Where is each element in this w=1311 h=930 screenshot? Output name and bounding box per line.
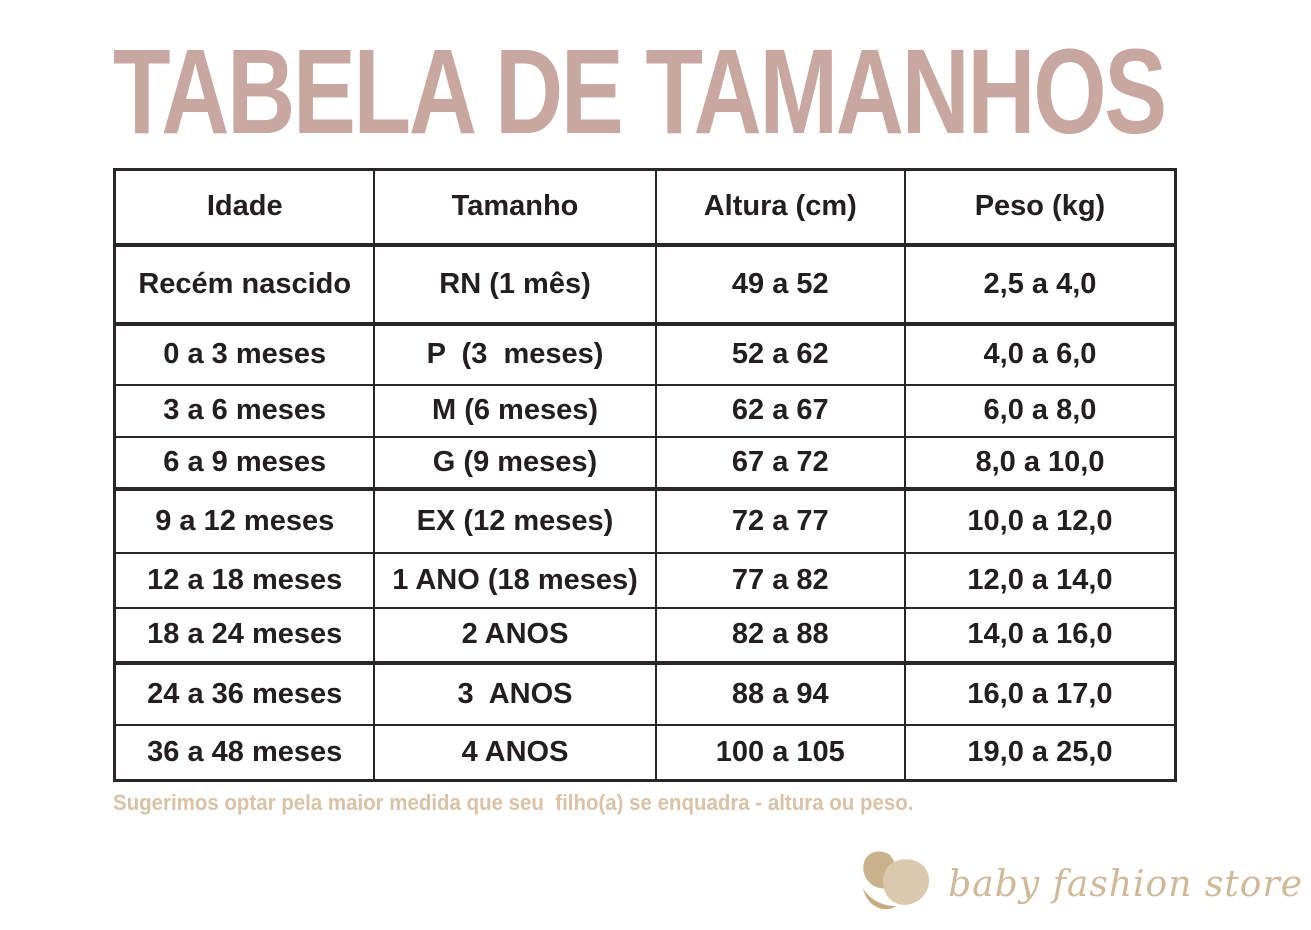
cell-altura: 52 a 62 — [656, 324, 905, 385]
cell-peso: 4,0 a 6,0 — [905, 324, 1176, 385]
cell-altura: 82 a 88 — [656, 608, 905, 663]
butterfly-icon — [856, 846, 940, 922]
cell-altura: 72 a 77 — [656, 489, 905, 553]
cell-tamanho: M (6 meses) — [374, 385, 655, 437]
cell-idade: Recém nascido — [115, 245, 375, 324]
cell-idade: 6 a 9 meses — [115, 437, 375, 489]
cell-idade: 0 a 3 meses — [115, 324, 375, 385]
cell-tamanho: 4 ANOS — [374, 725, 655, 781]
cell-peso: 14,0 a 16,0 — [905, 608, 1176, 663]
cell-peso: 12,0 a 14,0 — [905, 553, 1176, 608]
cell-tamanho: 3 ANOS — [374, 663, 655, 725]
cell-tamanho: 1 ANO (18 meses) — [374, 553, 655, 608]
footer-note: Sugerimos optar pela maior medida que seu filho(a) se enquadra - altura ou peso. — [113, 790, 914, 815]
cell-peso: 8,0 a 10,0 — [905, 437, 1176, 489]
page-title: TABELA DE TAMANHOS — [113, 23, 1165, 159]
cell-tamanho: G (9 meses) — [374, 437, 655, 489]
cell-idade: 24 a 36 meses — [115, 663, 375, 725]
table-row — [115, 245, 1176, 324]
cell-peso: 10,0 a 12,0 — [905, 489, 1176, 553]
cell-idade: 3 a 6 meses — [115, 385, 375, 437]
table-row — [115, 663, 1176, 725]
table-row — [115, 553, 1176, 608]
column-header-peso: Peso (kg) — [905, 170, 1176, 245]
cell-altura: 49 a 52 — [656, 245, 905, 324]
column-header-altura: Altura (cm) — [656, 170, 905, 245]
cell-altura: 88 a 94 — [656, 663, 905, 725]
table-row — [115, 385, 1176, 437]
cell-peso: 19,0 a 25,0 — [905, 725, 1176, 781]
table-header-row — [115, 170, 1176, 245]
cell-altura: 77 a 82 — [656, 553, 905, 608]
cell-tamanho: 2 ANOS — [374, 608, 655, 663]
column-header-tamanho: Tamanho — [374, 170, 655, 245]
cell-tamanho: RN (1 mês) — [374, 245, 655, 324]
cell-idade: 12 a 18 meses — [115, 553, 375, 608]
cell-peso: 16,0 a 17,0 — [905, 663, 1176, 725]
cell-altura: 62 a 67 — [656, 385, 905, 437]
cell-altura: 67 a 72 — [656, 437, 905, 489]
cell-peso: 2,5 a 4,0 — [905, 245, 1176, 324]
table-row — [115, 324, 1176, 385]
cell-altura: 100 a 105 — [656, 725, 905, 781]
cell-tamanho: P (3 meses) — [374, 324, 655, 385]
column-header-idade: Idade — [115, 170, 375, 245]
cell-idade: 36 a 48 meses — [115, 725, 375, 781]
cell-tamanho: EX (12 meses) — [374, 489, 655, 553]
table-row — [115, 489, 1176, 553]
size-table — [113, 168, 1177, 782]
cell-idade: 18 a 24 meses — [115, 608, 375, 663]
table-row — [115, 437, 1176, 489]
cell-idade: 9 a 12 meses — [115, 489, 375, 553]
cell-peso: 6,0 a 8,0 — [905, 385, 1176, 437]
brand-logo — [856, 846, 1303, 922]
table-row — [115, 608, 1176, 663]
brand-name: baby fashion store — [948, 863, 1303, 905]
table-row — [115, 725, 1176, 781]
